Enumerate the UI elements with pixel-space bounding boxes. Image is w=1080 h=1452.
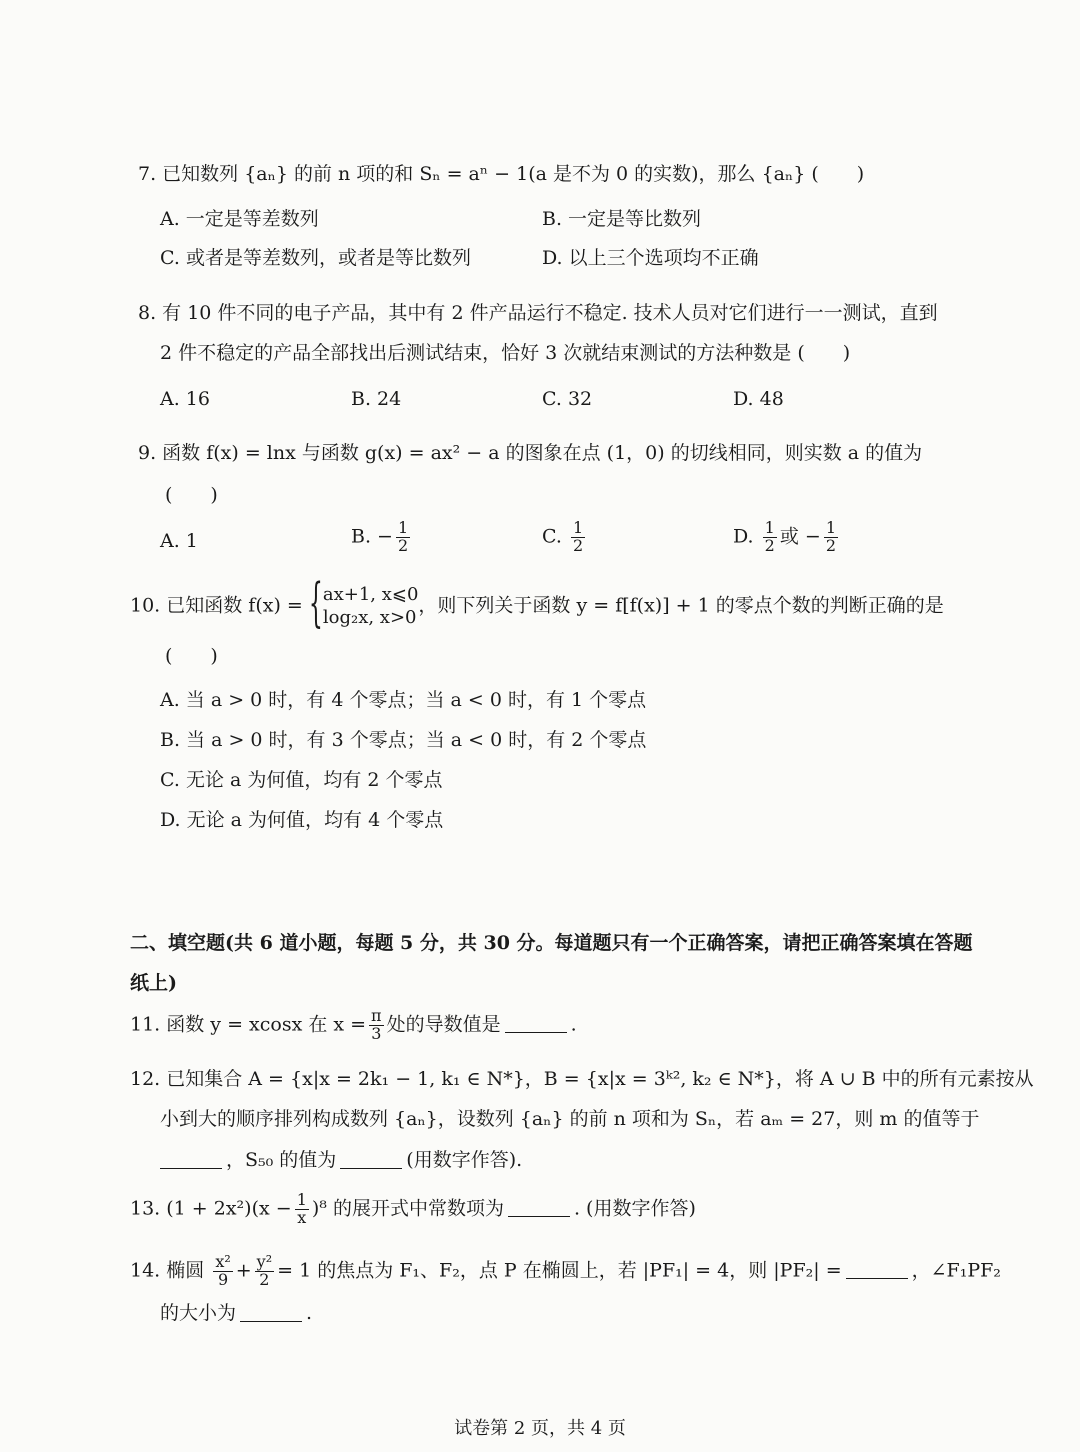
answer-blank[interactable] <box>508 1215 570 1217</box>
question-11 <box>130 1008 577 1043</box>
answer-blank[interactable] <box>505 1031 567 1033</box>
q9-option-b <box>351 520 413 555</box>
q13-end: . (用数字作答) <box>573 1197 696 1220</box>
q11-prefix: 11. 函数 y = xcosx 在 x = <box>130 1013 367 1036</box>
answer-blank[interactable] <box>846 1277 908 1279</box>
fraction: $\frac{\pi}{3}$ <box>371 1006 382 1043</box>
question-12-line-3 <box>160 1149 522 1172</box>
q14-prefix: 14. 椭圆 <box>130 1259 205 1282</box>
q13-prefix: 13. (1 + 2x²)(x − <box>130 1197 292 1220</box>
section-2-heading-line-1: 二、填空题(共 6 道小题，每题 5 分，共 30 分。每道题只有一个正确答案，请把正确答案填在答题 <box>130 932 973 954</box>
q8-option-a: A. 16 <box>160 388 210 410</box>
fraction: $\frac{\text{x²}}{9}$ <box>215 1252 231 1289</box>
q12-line3-mid: ，S₅₀ 的值为 <box>226 1149 337 1171</box>
q8-option-b: B. 24 <box>351 388 402 410</box>
q14-line2-prefix: 的大小为 <box>160 1302 237 1324</box>
question-8-line-2: 2 件不稳定的产品全部找出后测试结束，恰好 3 次就结束测试的方法种数是 ( ) <box>160 342 851 364</box>
fraction: $\frac{1}{2}$ <box>397 518 409 555</box>
fraction: $\frac{\text{y²}}{2}$ <box>256 1252 273 1289</box>
fraction: $\frac{1}{x}$ <box>296 1190 307 1227</box>
question-13 <box>130 1192 696 1227</box>
q10-option-c: C. 无论 a 为何值，均有 2 个零点 <box>160 769 443 791</box>
fraction: $\frac{1}{2}$ <box>825 518 836 555</box>
q10-option-a: A. 当 a > 0 时，有 4 个零点；当 a < 0 时，有 1 个零点 <box>160 689 647 711</box>
q8-option-c: C. 32 <box>542 388 593 410</box>
question-7: 7. 已知数列 {aₙ} 的前 n 项的和 Sₙ = aⁿ − 1(a 是不为 0 的实数)，那么 {aₙ} ( ) <box>138 163 865 185</box>
fraction: $\frac{1}{2}$ <box>764 518 775 555</box>
q9-option-c <box>542 520 588 555</box>
q7-option-b: B. 一定是等比数列 <box>542 208 702 230</box>
q14-end: ，∠F₁PF₂ <box>911 1259 1001 1282</box>
q9-option-c-prefix: C. <box>542 525 562 548</box>
question-12-line-2: 小到大的顺序排列构成数列 {aₙ}，设数列 {aₙ} 的前 n 项和为 Sₙ，若 aₘ = 27，则 m 的值等于 <box>160 1108 980 1130</box>
piecewise-function <box>308 575 419 636</box>
question-10-line-1 <box>130 575 944 636</box>
q7-option-d: D. 以上三个选项均不正确 <box>542 247 759 269</box>
q7-option-c: C. 或者是等差数列，或者是等比数列 <box>160 247 471 269</box>
q9-option-d-mid: 或 − <box>779 525 821 548</box>
question-9-line-2: ( ) <box>165 484 218 506</box>
answer-blank[interactable] <box>160 1167 222 1169</box>
q10-option-d: D. 无论 a 为何值，均有 4 个零点 <box>160 809 444 831</box>
q7-option-a: A. 一定是等差数列 <box>160 208 319 230</box>
fraction: $\frac{1}{2}$ <box>572 518 584 555</box>
q14-plus: + <box>235 1259 252 1282</box>
q10-option-b: B. 当 a > 0 时，有 3 个零点；当 a < 0 时，有 2 个零点 <box>160 729 647 751</box>
q9-option-a: A. 1 <box>160 530 198 552</box>
brace-icon: { <box>308 575 323 636</box>
answer-blank[interactable] <box>340 1167 402 1169</box>
page-footer: 试卷第 2 页，共 4 页 <box>454 1418 626 1439</box>
q14-mid: = 1 的焦点为 F₁、F₂，点 P 在椭圆上，若 |PF₁| = 4，则 |PF₂| = <box>277 1259 842 1282</box>
q8-option-d: D. 48 <box>733 388 784 410</box>
q9-option-b-prefix: B. − <box>351 525 393 548</box>
answer-blank[interactable] <box>240 1320 302 1322</box>
piecewise-case-2: log₂x, x>0 <box>322 607 417 629</box>
section-2-heading-line-2: 纸上) <box>130 972 177 994</box>
q12-line3-end: (用数字作答). <box>406 1149 523 1171</box>
question-12-line-1: 12. 已知集合 A = {x|x = 2k₁ − 1, k₁ ∈ N*}，B = {x|x = 3ᵏ², k₂ ∈ N*}，将 A ∪ B 中的所有元素按从 <box>130 1068 1034 1090</box>
q9-option-d-prefix: D. <box>733 525 754 548</box>
question-9-line-1: 9. 函数 f(x) = lnx 与函数 g(x) = ax² − a 的图象在点 (1，0) 的切线相同，则实数 a 的值为 <box>138 442 923 464</box>
q11-end: . <box>570 1013 577 1036</box>
question-14-line-1 <box>130 1254 1001 1289</box>
q14-line2-end: . <box>306 1302 313 1324</box>
q10-prefix: 10. 已知函数 f(x) = <box>130 594 303 617</box>
piecewise-case-1: ax+1, x⩽0 <box>322 584 419 605</box>
q13-mid: )⁸ 的展开式中常数项为 <box>311 1197 504 1220</box>
q9-option-d <box>733 520 841 555</box>
question-14-line-2 <box>160 1302 312 1325</box>
question-10-line-2: ( ) <box>165 645 218 667</box>
q11-suffix: 处的导数值是 <box>386 1013 501 1036</box>
q10-suffix: ，则下列关于函数 y = f[f(x)] + 1 的零点个数的判断正确的是 <box>418 594 944 617</box>
question-8-line-1: 8. 有 10 件不同的电子产品，其中有 2 件产品运行不稳定. 技术人员对它们进行一一测试，直到 <box>138 302 938 324</box>
